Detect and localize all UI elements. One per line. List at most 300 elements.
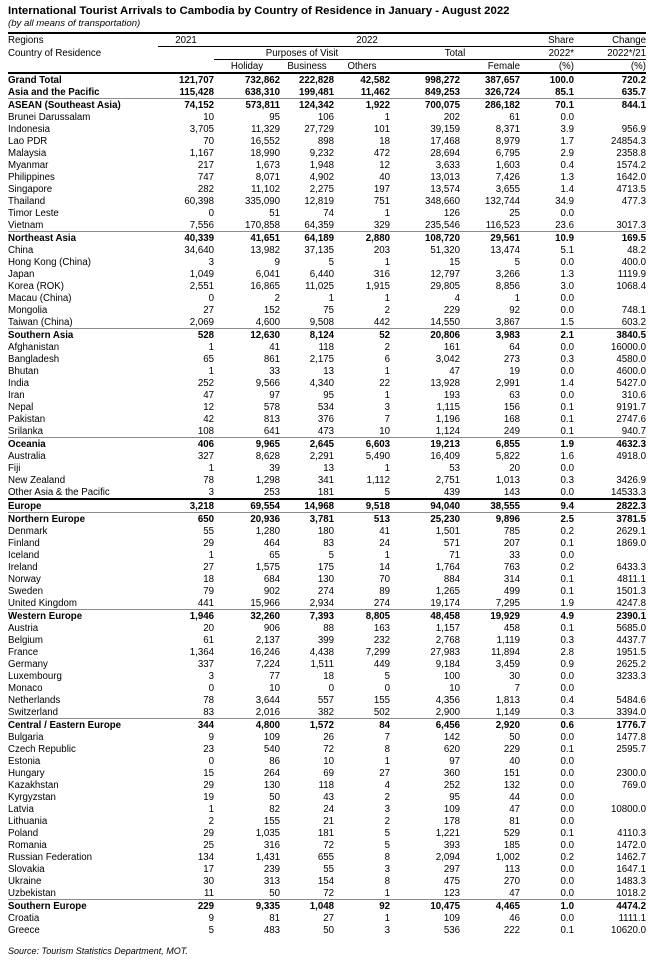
- cell-female: 1,603: [495, 159, 520, 171]
- cell-others: 14: [379, 561, 390, 573]
- cell-change: 1501.3: [616, 585, 646, 597]
- cell-business: 399: [317, 634, 334, 646]
- cell-change: 1068.4: [616, 280, 646, 292]
- cell-female: 1,813: [495, 694, 520, 706]
- cell-total: 10,475: [390, 900, 460, 913]
- cell-female: 2,991: [495, 377, 520, 389]
- cell-country: Lao PDR: [8, 135, 48, 147]
- cell-share: 0.0: [560, 389, 574, 401]
- cell-change: 2822.3: [574, 499, 646, 513]
- cell-holiday: 3,644: [255, 694, 280, 706]
- cell-female: 9,896: [460, 513, 520, 526]
- cell-change: 1111.1: [618, 912, 646, 924]
- cell-others: 22: [379, 377, 390, 389]
- cell-female: 7,295: [495, 597, 520, 609]
- country-row: [8, 585, 646, 597]
- cell-total: 20,806: [390, 329, 460, 342]
- cell-share: 0.0: [560, 875, 574, 887]
- cell-total: 1,221: [435, 827, 460, 839]
- cell-business: 13: [323, 462, 334, 474]
- cell-country: Ukraine: [8, 875, 42, 887]
- cell-share: 0.1: [560, 573, 574, 585]
- cell-total: 13,574: [430, 183, 460, 195]
- cell-2021: 29: [203, 827, 214, 839]
- cell-holiday: 170,858: [244, 219, 280, 231]
- header-spacer: [8, 60, 158, 74]
- cell-holiday: 6,041: [255, 268, 280, 280]
- country-row: [8, 815, 646, 827]
- cell-business: 74: [323, 207, 334, 219]
- cell-female: 185: [503, 839, 520, 851]
- cell-female: 3,266: [495, 268, 520, 280]
- cell-share: 0.0: [560, 111, 574, 123]
- cell-change: [574, 755, 646, 767]
- country-row: [8, 658, 646, 670]
- cell-total: 1,265: [435, 585, 460, 597]
- cell-total: 108,720: [390, 232, 460, 245]
- cell-share: 0.1: [560, 924, 574, 936]
- cell-total: 109: [443, 912, 460, 924]
- cell-business: 13: [323, 365, 334, 377]
- cell-share: 0.1: [560, 827, 574, 839]
- cell-others: 27: [379, 767, 390, 779]
- cell-business: 898: [317, 135, 334, 147]
- cell-total: 13,928: [430, 377, 460, 389]
- cell-total: 28,694: [430, 147, 460, 159]
- cell-female: 8,856: [495, 280, 520, 292]
- country-row: [8, 791, 646, 803]
- cell-country: Uzbekistan: [8, 887, 56, 899]
- cell-total: 48,458: [390, 610, 460, 623]
- cell-country: ASEAN (Southeast Asia): [8, 99, 158, 112]
- cell-country: Thailand: [8, 195, 46, 207]
- cell-female: 19: [509, 365, 520, 377]
- cell-business: 1,948: [309, 159, 334, 171]
- cell-female: 8,371: [495, 123, 520, 135]
- cell-business: 106: [317, 111, 334, 123]
- country-row: [8, 389, 646, 401]
- cell-total: 1,196: [435, 413, 460, 425]
- cell-change: 1472.0: [616, 839, 646, 851]
- country-row: [8, 670, 646, 682]
- cell-business: 118: [318, 779, 334, 791]
- cell-business: 2,275: [309, 183, 334, 195]
- cell-change: 24854.3: [610, 135, 646, 147]
- cell-2021: 528: [158, 329, 214, 342]
- cell-change: 635.7: [621, 86, 646, 98]
- cell-holiday: 540: [263, 743, 280, 755]
- cell-country: Pakistan: [8, 413, 46, 425]
- country-row: [8, 851, 646, 863]
- cell-total: 47: [449, 365, 460, 377]
- cell-total: 15: [449, 256, 460, 268]
- cell-change: 3233.3: [616, 670, 646, 682]
- cell-share: 1.3: [560, 171, 574, 183]
- country-row: [8, 316, 646, 329]
- cell-share: 0.3: [560, 706, 574, 718]
- cell-country: Czech Republic: [8, 743, 76, 755]
- cell-2021: 2,069: [189, 316, 214, 328]
- cell-2021: 327: [197, 450, 214, 462]
- cell-2021: 34,640: [184, 244, 214, 256]
- cell-female: 529: [503, 827, 520, 839]
- cell-change: 1647.1: [616, 863, 646, 875]
- header-row-1: [8, 33, 646, 47]
- cell-change: 4580.0: [616, 353, 646, 365]
- country-row: [8, 827, 646, 839]
- cell-change: 1776.7: [574, 719, 646, 732]
- cell-female: 1,002: [495, 851, 520, 863]
- cell-others: 5,490: [365, 450, 390, 462]
- cell-female: 222: [503, 924, 520, 936]
- cell-2021: 3: [208, 256, 214, 268]
- cell-share: 0.0: [560, 803, 574, 815]
- cell-female: 286,182: [460, 99, 520, 112]
- cell-holiday: 50: [269, 887, 280, 899]
- cell-business: 12,819: [304, 195, 334, 207]
- region-row: [8, 513, 646, 526]
- cell-total: 393: [443, 839, 460, 851]
- cell-holiday: 732,862: [244, 74, 280, 86]
- cell-country: India: [8, 377, 30, 389]
- cell-holiday: 20,936: [214, 513, 280, 526]
- cell-change: 1462.7: [616, 851, 646, 863]
- cell-share: 0.1: [560, 743, 574, 755]
- cell-holiday: 86: [269, 755, 280, 767]
- region-row: [8, 86, 646, 99]
- cell-holiday: 11,329: [251, 123, 280, 135]
- cell-others: 3: [384, 803, 390, 815]
- cell-female: 25: [509, 207, 520, 219]
- cell-change: 5427.0: [616, 377, 646, 389]
- cell-country: Singapore: [8, 183, 53, 195]
- cell-female: 33: [509, 549, 520, 561]
- cell-share: 0.0: [560, 365, 574, 377]
- cell-country: Northern Europe: [8, 513, 158, 526]
- cell-female: 326,724: [484, 86, 520, 98]
- cell-2021: 121,707: [178, 74, 214, 86]
- cell-share: 0.3: [560, 353, 574, 365]
- cell-holiday: 41: [269, 341, 280, 353]
- cell-total: 27,983: [430, 646, 460, 658]
- cell-country: Kazakhstan: [8, 779, 59, 791]
- cell-female: 168: [503, 413, 520, 425]
- cell-country: Latvia: [8, 803, 34, 815]
- cell-2021: 42: [203, 413, 214, 425]
- cell-2021: 3: [208, 486, 214, 498]
- country-row: [8, 622, 646, 634]
- cell-change: 4247.8: [616, 597, 646, 609]
- cell-share: 0.2: [560, 561, 574, 573]
- cell-share: 0.0: [560, 815, 574, 827]
- cell-2021: 337: [197, 658, 214, 670]
- cell-total: 2,768: [435, 634, 460, 646]
- cell-female: 3,459: [495, 658, 520, 670]
- cell-total: 2,900: [435, 706, 460, 718]
- cell-business: 4,340: [309, 377, 334, 389]
- country-row: [8, 207, 646, 219]
- cell-country: Croatia: [8, 912, 40, 924]
- cell-business: 75: [323, 304, 334, 316]
- cell-others: 1,915: [365, 280, 390, 292]
- cell-2021: 747: [197, 171, 214, 183]
- cell-holiday: 18,990: [250, 147, 280, 159]
- cell-total: 536: [443, 924, 460, 936]
- cell-others: 155: [373, 694, 390, 706]
- cell-2021: 10: [203, 111, 214, 123]
- cell-change: 310.6: [621, 389, 646, 401]
- cell-others: 89: [379, 585, 390, 597]
- cell-total: 53: [449, 462, 460, 474]
- cell-female: 3,867: [495, 316, 520, 328]
- cell-others: 232: [373, 634, 390, 646]
- cell-holiday: 578: [263, 401, 280, 413]
- cell-others: 5: [384, 839, 390, 851]
- cell-share: 1.9: [560, 597, 574, 609]
- cell-total: 620: [443, 743, 460, 755]
- cell-business: 43: [323, 791, 334, 803]
- cell-business: 8,124: [280, 329, 334, 342]
- cell-business: 4,902: [309, 171, 334, 183]
- cell-female: 61: [509, 111, 520, 123]
- cell-2021: 7,556: [189, 219, 214, 231]
- cell-change: 6433.3: [616, 561, 646, 573]
- cell-holiday: 2,137: [255, 634, 280, 646]
- cell-business: 2,291: [309, 450, 334, 462]
- cell-holiday: 9,566: [255, 377, 280, 389]
- cell-business: 9,508: [309, 316, 334, 328]
- cell-change: 4110.3: [617, 827, 646, 839]
- cell-country: Denmark: [8, 525, 48, 537]
- cell-change: 48.2: [627, 244, 646, 256]
- cell-holiday: 684: [263, 573, 280, 585]
- cell-change: 16000.0: [610, 341, 646, 353]
- cell-female: 4,465: [460, 900, 520, 913]
- cell-total: 229: [443, 304, 460, 316]
- cell-female: 143: [503, 486, 520, 498]
- cell-share: 34.9: [555, 195, 574, 207]
- cell-2021: 406: [158, 438, 214, 451]
- cell-business: 21: [323, 815, 334, 827]
- cell-2021: 0: [208, 207, 214, 219]
- cell-change: 3781.5: [574, 513, 646, 526]
- cell-female: 785: [503, 525, 520, 537]
- cell-share: 0.0: [560, 887, 574, 899]
- cell-female: 11,894: [491, 646, 520, 658]
- cell-total: 2,094: [435, 851, 460, 863]
- cell-country: Macau (China): [8, 292, 72, 304]
- cell-change: 1642.0: [616, 171, 646, 183]
- cell-holiday: 2,016: [255, 706, 280, 718]
- country-row: [8, 694, 646, 706]
- cell-holiday: 65: [269, 549, 280, 561]
- country-row: [8, 634, 646, 646]
- cell-change: 169.5: [574, 232, 646, 245]
- cell-total: 202: [443, 111, 460, 123]
- cell-country: United Kingdom: [8, 597, 77, 609]
- country-row: [8, 525, 646, 537]
- cell-holiday: 10: [269, 682, 280, 694]
- cell-share: 9.4: [520, 499, 574, 513]
- source-note: Source: Tourism Statistics Department, MOT.: [8, 946, 188, 956]
- country-row: [8, 462, 646, 474]
- cell-business: 11,025: [305, 280, 334, 292]
- cell-holiday: 81: [269, 912, 280, 924]
- cell-2021: 65: [203, 353, 214, 365]
- cell-country: Southern Asia: [8, 329, 158, 342]
- cell-total: 1,764: [435, 561, 460, 573]
- country-row: [8, 887, 646, 900]
- cell-others: 5: [384, 670, 390, 682]
- cell-country: Bhutan: [8, 365, 39, 377]
- cell-2021: 650: [158, 513, 214, 526]
- cell-share: 0.0: [560, 462, 574, 474]
- cell-female: 273: [503, 353, 520, 365]
- cell-others: 2: [384, 815, 390, 827]
- country-row: [8, 450, 646, 462]
- cell-others: 1: [384, 256, 390, 268]
- cell-share: 0.9: [560, 658, 574, 670]
- cell-holiday: 95: [269, 111, 280, 123]
- cell-others: 5: [384, 486, 390, 498]
- cell-total: 29,805: [430, 280, 460, 292]
- cell-others: 12: [379, 159, 390, 171]
- cell-female: 116,523: [485, 219, 520, 231]
- cell-others: 5: [384, 827, 390, 839]
- cell-holiday: 1,575: [255, 561, 280, 573]
- cell-others: 1: [384, 111, 390, 123]
- cell-others: 40: [379, 171, 390, 183]
- cell-others: 203: [373, 244, 390, 256]
- cell-share: 0.0: [560, 341, 574, 353]
- cell-total: 252: [443, 779, 460, 791]
- cell-others: 3: [384, 924, 390, 936]
- cell-holiday: 77: [269, 670, 280, 682]
- cell-female: 5: [514, 256, 520, 268]
- country-row: [8, 779, 646, 791]
- cell-change: 2300.0: [616, 767, 646, 779]
- cell-change: 2390.1: [574, 610, 646, 623]
- cell-country: Taiwan (China): [8, 316, 73, 328]
- cell-others: 6,603: [334, 438, 390, 451]
- header-spacer: [390, 60, 460, 74]
- cell-total: 19,213: [390, 438, 460, 451]
- cell-holiday: 109: [263, 731, 280, 743]
- cell-share: 0.0: [560, 779, 574, 791]
- cell-business: 64,189: [280, 232, 334, 245]
- cell-country: Central / Eastern Europe: [8, 719, 158, 732]
- cell-total: 17,468: [430, 135, 460, 147]
- cell-female: 132: [503, 779, 520, 791]
- cell-change: [574, 292, 646, 304]
- cell-share: 0.0: [560, 731, 574, 743]
- cell-change: 748.1: [621, 304, 646, 316]
- cell-2021: 11: [203, 887, 214, 899]
- cell-holiday: 9: [274, 256, 280, 268]
- cell-2021: 29: [203, 537, 214, 549]
- cell-country: Western Europe: [8, 610, 158, 623]
- cell-share: 2.1: [520, 329, 574, 342]
- cell-female: 7: [514, 682, 520, 694]
- cell-female: 151: [503, 767, 520, 779]
- cell-country: Poland: [8, 827, 39, 839]
- cell-business: 10: [323, 755, 334, 767]
- cell-others: 7,299: [365, 646, 390, 658]
- header-change: Change: [574, 33, 646, 47]
- cell-holiday: 16,865: [250, 280, 280, 292]
- cell-holiday: 813: [263, 413, 280, 425]
- country-row: [8, 244, 646, 256]
- cell-change: 3426.9: [616, 474, 646, 486]
- cell-business: 473: [317, 425, 334, 437]
- cell-female: 499: [503, 585, 520, 597]
- cell-business: 69: [323, 767, 334, 779]
- cell-holiday: 16,552: [250, 135, 280, 147]
- cell-change: 5685.0: [616, 622, 646, 634]
- cell-female: 47: [509, 887, 520, 899]
- cell-others: 70: [379, 573, 390, 585]
- cell-2021: 29: [203, 779, 214, 791]
- header-spacer: [158, 60, 214, 74]
- cell-total: 1,124: [435, 425, 460, 437]
- cell-others: 1,922: [334, 99, 390, 112]
- country-row: [8, 803, 646, 815]
- cell-holiday: 12,630: [214, 329, 280, 342]
- country-row: [8, 256, 646, 268]
- country-row: [8, 924, 646, 936]
- cell-total: 998,272: [424, 74, 460, 86]
- cell-business: 9,232: [309, 147, 334, 159]
- country-row: [8, 341, 646, 353]
- cell-others: 1: [384, 887, 390, 899]
- cell-2021: 0: [208, 755, 214, 767]
- cell-country: Kyrgyzstan: [8, 791, 56, 803]
- cell-2021: 40,339: [158, 232, 214, 245]
- cell-share: 0.1: [560, 401, 574, 413]
- cell-share: 1.4: [560, 183, 574, 195]
- cell-country: Malaysia: [8, 147, 47, 159]
- cell-change: 2747.6: [616, 413, 646, 425]
- region-row: [8, 73, 646, 86]
- cell-business: 24: [323, 803, 334, 815]
- cell-business: 222,828: [298, 74, 334, 86]
- cell-country: Europe: [8, 499, 158, 513]
- cell-2021: 9: [208, 731, 214, 743]
- cell-female: 29,561: [460, 232, 520, 245]
- cell-2021: 217: [197, 159, 214, 171]
- cell-business: 64,359: [304, 219, 334, 231]
- cell-others: 101: [373, 123, 390, 135]
- cell-total: 571: [443, 537, 460, 549]
- cell-change: 400.0: [621, 256, 646, 268]
- cell-female: 44: [509, 791, 520, 803]
- cell-share: 0.0: [560, 863, 574, 875]
- cell-female: 113: [504, 863, 520, 875]
- cell-total: 193: [443, 389, 460, 401]
- cell-female: 229: [503, 743, 520, 755]
- cell-share: 1.0: [520, 900, 574, 913]
- cell-business: 4,438: [309, 646, 334, 658]
- country-row: [8, 573, 646, 585]
- cell-country: Japan: [8, 268, 35, 280]
- cell-share: 85.1: [555, 86, 574, 98]
- cell-change: [574, 462, 646, 474]
- region-row: [8, 438, 646, 451]
- cell-change: 1477.8: [616, 731, 646, 743]
- cell-change: [574, 111, 646, 123]
- cell-country: Bangladesh: [8, 353, 60, 365]
- cell-others: 8,805: [334, 610, 390, 623]
